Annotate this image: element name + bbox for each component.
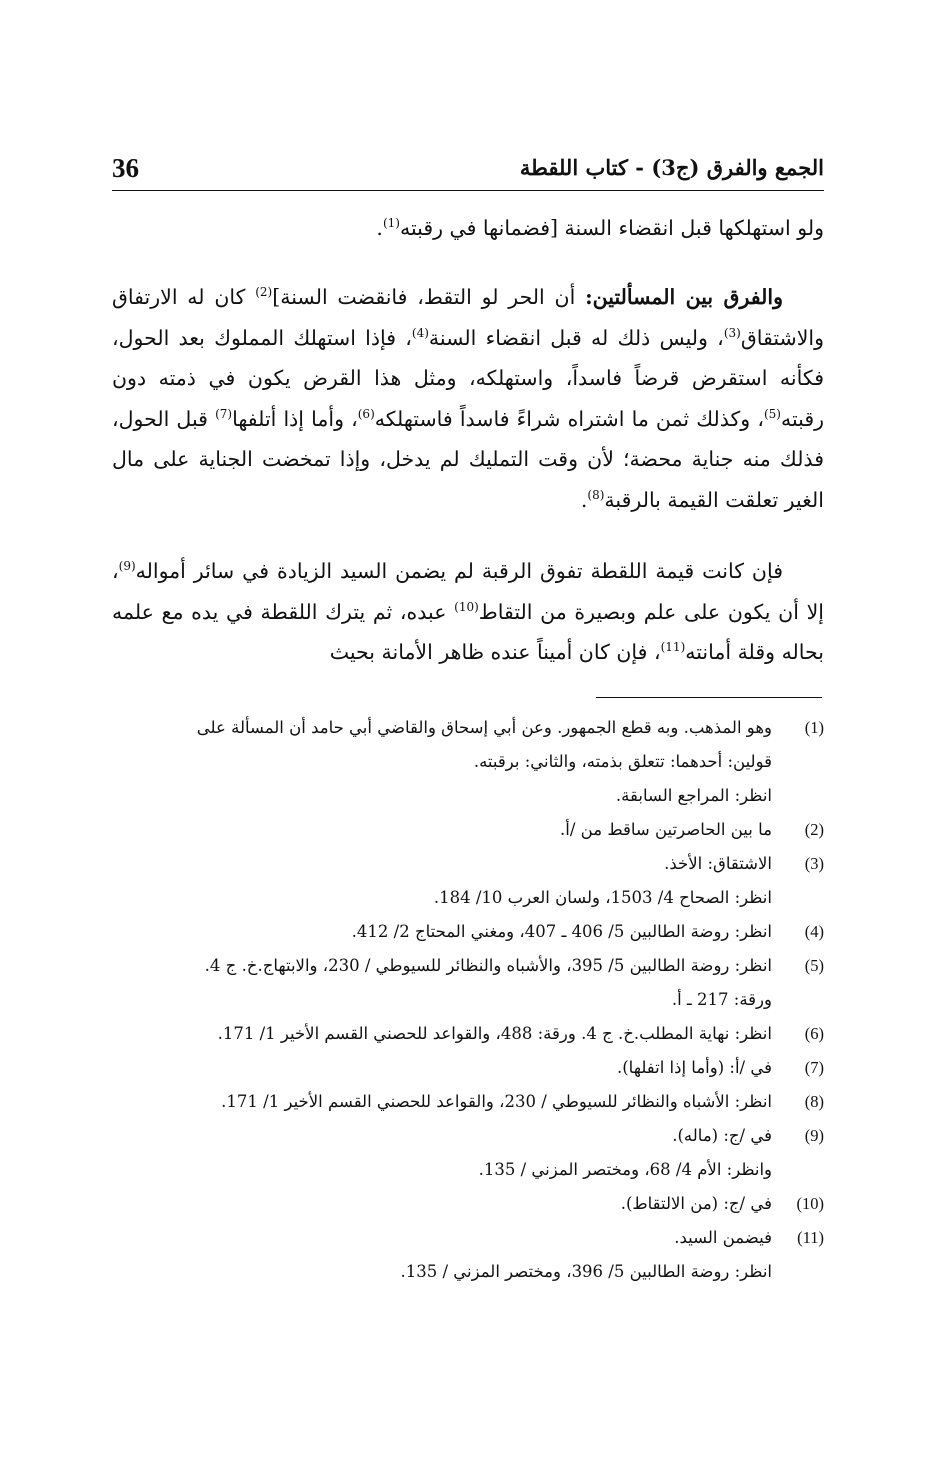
lead-phrase: والفرق بين المسألتين: bbox=[585, 285, 783, 309]
footnote-line: انظر: روضة الطالبين 5/ 395، والأشباه والنظائر للسيوطي / 230، والابتهاج.خ. ج 4. bbox=[204, 956, 772, 975]
footnote-number: (1) bbox=[804, 718, 824, 737]
footnote-ref: (5) bbox=[763, 406, 781, 421]
footnote-number: (7) bbox=[804, 1058, 824, 1077]
footnote-item bbox=[112, 1085, 824, 1119]
footnote-ref: (7) bbox=[215, 406, 233, 421]
footnote-ref: (6) bbox=[357, 406, 375, 421]
footnote-item bbox=[112, 813, 824, 847]
footnote-divider bbox=[596, 697, 822, 698]
footnote-text bbox=[112, 915, 772, 949]
paragraph-text: ، فإذا استهلك المملوك بعد الحول، فكأنه استقرض قرضاً فاسداً، واستهلكه، ومثل هذا القرض يكون في ذمته دون رقبته bbox=[112, 325, 825, 431]
footnote-line: انظر: روضة الطالبين 5/ 396، ومختصر المزني / 135. bbox=[400, 1262, 772, 1281]
footnote-number: (11) bbox=[797, 1228, 824, 1247]
footnote-item bbox=[112, 847, 824, 915]
paragraph-text: ، إلا أن يكون على علم وبصيرة من التقاط bbox=[112, 559, 824, 624]
footnote-line: في /ج: (ماله). bbox=[672, 1126, 772, 1145]
footnote-text bbox=[112, 1187, 772, 1221]
running-header bbox=[112, 150, 824, 191]
paragraph-text: أن الحر لو التقط، فانقضت السنة] bbox=[272, 285, 586, 309]
footnote-line: ما بين الحاصرتين ساقط من /أ. bbox=[560, 820, 772, 839]
footnote-text bbox=[112, 1221, 772, 1289]
footnote-item bbox=[112, 1051, 824, 1085]
footnote-text bbox=[112, 813, 772, 847]
footnote-line: فيضمن السيد. bbox=[674, 1228, 772, 1247]
paragraph-text: ، وكذلك ثمن ما اشتراه شراءً فاسداً فاستهلكه bbox=[374, 406, 764, 431]
paragraph-2 bbox=[112, 277, 824, 520]
paragraph-text: . bbox=[376, 216, 383, 240]
footnote-ref: (8) bbox=[587, 487, 605, 502]
footnote-number: (10) bbox=[796, 1194, 824, 1213]
footnote-item bbox=[112, 949, 824, 1017]
footnote-text bbox=[112, 711, 772, 813]
footnote-line: وهو المذهب. وبه قطع الجمهور. وعن أبي إسحاق والقاضي أبي حامد أن المسألة على bbox=[196, 718, 772, 737]
footnote-ref: (4) bbox=[411, 325, 429, 340]
footnote-text bbox=[112, 847, 772, 915]
paragraph-text: عبده، ثم يترك اللقطة في يده مع علمه بحاله وقلة أمانته bbox=[112, 599, 824, 664]
footnote-number: (8) bbox=[804, 1092, 824, 1111]
footnote-text bbox=[112, 1119, 772, 1187]
footnote-line: انظر: الصحاح 4/ 1503، ولسان العرب 10/ 184. bbox=[433, 888, 772, 907]
footnote-text bbox=[112, 949, 772, 1017]
footnote-item bbox=[112, 1017, 824, 1051]
paragraph-text: ، وليس ذلك له قبل انقضاء السنة bbox=[428, 325, 724, 350]
footnote-line: في /ج: (من الالتقاط). bbox=[620, 1194, 772, 1213]
footnote-line: ورقة: 217 ـ أ. bbox=[671, 990, 772, 1009]
footnote-item bbox=[112, 915, 824, 949]
footnote-line: وانظر: الأم 4/ 68، ومختصر المزني / 135. bbox=[478, 1160, 772, 1179]
footnote-ref: (2) bbox=[255, 285, 273, 299]
running-title: الجمع والفرق (ج3) - كتاب اللقطة bbox=[519, 155, 824, 180]
footnote-number: (2) bbox=[804, 820, 824, 839]
paragraph-text: ولو استهلكها قبل انقضاء السنة [فضمانها في رقبته bbox=[399, 216, 824, 240]
footnote-number: (3) bbox=[804, 854, 824, 873]
footnote-line: انظر: روضة الطالبين 5/ 406 ـ 407، ومغني المحتاج 2/ 412. bbox=[351, 922, 772, 941]
footnote-number: (6) bbox=[804, 1024, 824, 1043]
footnote-line: انظر: الأشباه والنظائر للسيوطي / 230، والقواعد للحصني القسم الأخير 1/ 171. bbox=[221, 1092, 772, 1111]
paragraph-text: فإن كانت قيمة اللقطة تفوق الرقبة لم يضمن السيد الزيادة في سائر أمواله bbox=[135, 559, 783, 583]
footnote-item bbox=[112, 1187, 824, 1221]
paragraph-text: . bbox=[580, 487, 588, 512]
footnote-line: انظر: المراجع السابقة. bbox=[615, 786, 772, 805]
footnote-ref: (11) bbox=[660, 640, 686, 654]
footnote-line: انظر: نهاية المطلب.خ. ج 4. ورقة: 488، والقواعد للحصني القسم الأخير 1/ 171. bbox=[217, 1024, 772, 1043]
footnote-number: (4) bbox=[804, 922, 824, 941]
footnote-text bbox=[112, 1085, 772, 1119]
footnote-item bbox=[112, 1119, 824, 1187]
footnotes-section bbox=[112, 711, 824, 1289]
footnote-ref: (10) bbox=[454, 599, 479, 614]
paragraph-text: ، وأما إذا أتلفها bbox=[232, 406, 358, 431]
footnote-item bbox=[112, 711, 824, 813]
paragraph-3 bbox=[112, 551, 824, 673]
footnote-line: قولين: أحدهما: تتعلق بذمته، والثاني: برقبته. bbox=[473, 752, 772, 771]
footnote-item bbox=[112, 1221, 824, 1289]
paragraph-text: ، فإن كان أميناً عنده ظاهر الأمانة بحيث bbox=[329, 640, 661, 664]
footnote-number: (5) bbox=[804, 956, 824, 975]
page-number: 36 bbox=[112, 153, 139, 183]
footnote-ref: (3) bbox=[723, 325, 741, 340]
paragraph-text: قبل الحول، فذلك منه جناية محضة؛ لأن وقت التمليك لم يدخل، وإذا تمخضت الجناية على مال الغير تعلقت القيمة بالرقبة bbox=[112, 406, 824, 512]
footnote-ref: (9) bbox=[118, 559, 136, 573]
footnote-ref: (1) bbox=[382, 216, 400, 230]
footnote-text bbox=[112, 1017, 772, 1051]
footnote-text bbox=[112, 1051, 772, 1085]
paragraph-text: كان له الارتفاق والاشتقاق bbox=[112, 285, 824, 350]
footnote-line: الاشتقاق: الأخذ. bbox=[664, 854, 772, 873]
footnote-line: في /أ: (وأما إذا اتفلها). bbox=[617, 1058, 772, 1077]
footnote-number: (9) bbox=[804, 1126, 824, 1145]
paragraph-1 bbox=[112, 208, 824, 249]
